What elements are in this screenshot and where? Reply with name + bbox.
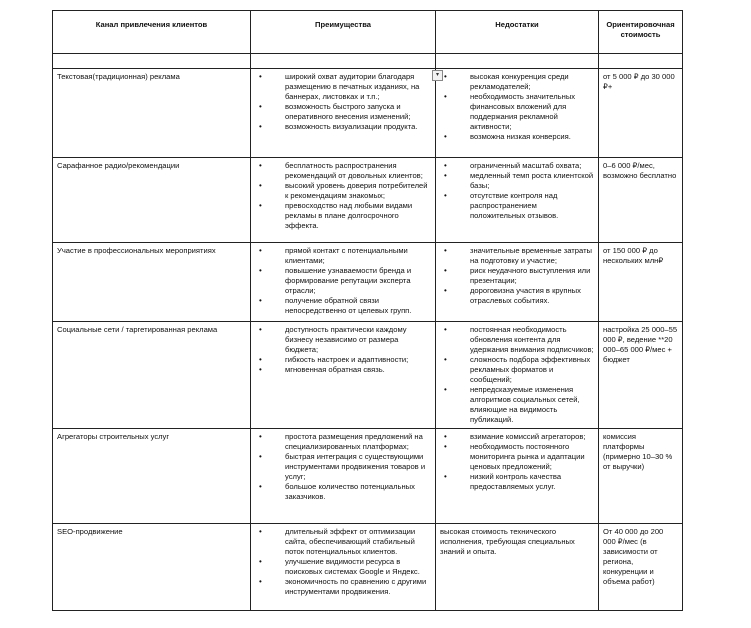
cost-cell: настройка 25 000–55 000 ₽, ведение **20 000–65 000 ₽/мес + бюджет (599, 322, 683, 429)
table-row (53, 69, 683, 158)
channel-cell: SEO-продвижение (53, 524, 251, 611)
cons-cell: высокая стоимость технического исполнения, требующая специальных знаний и опыта. (436, 524, 599, 611)
table-row (53, 524, 683, 611)
channel-cell: Социальные сети / таргетированная реклама (53, 322, 251, 429)
cons-list (440, 325, 594, 425)
list-item: • возможность быстрого запуска и оперативного внесения изменений; (285, 102, 431, 122)
cons-list (440, 161, 594, 221)
cons-cell (436, 322, 599, 429)
list-item: • ограниченный масштаб охвата; (470, 161, 594, 171)
table-row (53, 243, 683, 322)
cost-cell: от 5 000 ₽ до 30 000 ₽+ (599, 69, 683, 158)
pros-cell (251, 243, 436, 322)
list-item: • непредсказуемые изменения алгоритмов социальных сетей, влияющие на видимость публикаций. (470, 385, 594, 425)
pros-list (255, 72, 439, 132)
list-item: • экономичность по сравнению с другими инструментами продвижения. (285, 577, 431, 597)
list-item: • быстрая интеграция с существующими инструментами продвижения товаров и услуг; (285, 452, 431, 482)
pros-cell (251, 69, 439, 158)
list-item: • простота размещения предложений на специализированных платформах; (285, 432, 431, 452)
list-item: • длительный эффект от оптимизации сайта, обеспечивающий стабильный поток потенциальных клиентов. (285, 527, 431, 557)
list-item: • мгновенная обратная связь. (285, 365, 431, 375)
cost-cell: От 40 000 до 200 000 ₽/мес (в зависимости от региона, конкуренции и объема работ) (599, 524, 683, 611)
table-row (53, 322, 683, 429)
channel-cell: Сарафанное радио/рекомендации (53, 158, 251, 243)
list-item: • гибкость настроек и адаптивности; (285, 355, 431, 365)
empty-cell (436, 54, 599, 69)
cons-cell (436, 243, 599, 322)
list-item: • необходимость значительных финансовых вложений для поддержания рекламной активности; (470, 92, 594, 132)
marketing-channels-table (52, 10, 683, 611)
empty-cell (53, 54, 251, 69)
channel-cell: Агрегаторы строительных услуг (53, 429, 251, 524)
header-pros: Преимущества (251, 11, 436, 54)
pros-list (255, 527, 431, 597)
list-item: • повышение узнаваемости бренда и формирование репутации эксперта отрасли; (285, 266, 431, 296)
pros-list (255, 325, 431, 375)
pros-list (255, 161, 431, 231)
list-item: • доступность практически каждому бизнесу независимо от размера бюджета; (285, 325, 431, 355)
list-item: • бесплатность распространения рекомендаций от довольных клиентов; (285, 161, 431, 181)
pros-cell (251, 158, 436, 243)
list-item: • высокая конкуренция среди рекламодателей; (470, 72, 594, 92)
cons-list (440, 246, 594, 306)
list-item: • взимание комиссий агрегаторов; (470, 432, 594, 442)
cost-cell: 0–6 000 ₽/мес, возможно бесплатно (599, 158, 683, 243)
pros-cell (251, 524, 436, 611)
chevron-down-icon[interactable]: ▾ (432, 70, 443, 81)
pros-cell (251, 429, 436, 524)
cons-cell (436, 429, 599, 524)
list-item: • получение обратной связи непосредственно от целевых групп. (285, 296, 431, 316)
table-row (53, 158, 683, 243)
list-item: • низкий контроль качества предоставляемых услуг. (470, 472, 594, 492)
list-item: • сложность подбора эффективных рекламных форматов и сообщений; (470, 355, 594, 385)
cons-cell (436, 69, 599, 158)
header-channel: Канал привлечения клиентов (53, 11, 251, 54)
document-page (52, 10, 682, 611)
channel-cell: Участие в профессиональных мероприятиях (53, 243, 251, 322)
list-item: • высокий уровень доверия потребителей к рекомендациям знакомых; (285, 181, 431, 201)
empty-cell (251, 54, 436, 69)
list-item: • значительные временные затраты на подготовку и участие; (470, 246, 594, 266)
list-item: • большое количество потенциальных заказчиков. (285, 482, 431, 502)
list-item: • дороговизна участия в крупных отраслевых событиях. (470, 286, 594, 306)
list-item: • улучшение видимости ресурса в поисковых системах Google и Яндекс. (285, 557, 431, 577)
cons-list (440, 432, 594, 492)
list-item: • возможна низкая конверсия. (470, 132, 594, 142)
pros-list (255, 246, 431, 316)
empty-row (53, 54, 683, 69)
cons-list (440, 72, 594, 142)
list-item: • возможность визуализации продукта. (285, 122, 431, 132)
list-item: • риск неудачного выступления или презентации; (470, 266, 594, 286)
list-item: • прямой контакт с потенциальными клиентами; (285, 246, 431, 266)
list-item: • широкий охват аудитории благодаря размещению в печатных изданиях, на баннерах, листовках и т.п.; ▾ (285, 72, 431, 102)
empty-cell (599, 54, 683, 69)
cost-cell: от 150 000 ₽ до нескольких млн₽ (599, 243, 683, 322)
header-cost: Ориентировочная стоимость (599, 11, 683, 54)
list-item: • необходимость постоянного мониторинга рынка и адаптации ценовых предложений; (470, 442, 594, 472)
list-item: • отсутствие контроля над распространением положительных отзывов. (470, 191, 594, 221)
pros-list (255, 432, 431, 502)
table-row (53, 429, 683, 524)
list-item: • постоянная необходимость обновления контента для удержания внимания подписчиков; (470, 325, 594, 355)
list-item: • медленный темп роста клиентской базы; (470, 171, 594, 191)
cons-cell (436, 158, 599, 243)
header-row (53, 11, 683, 54)
pros-cell (251, 322, 436, 429)
cost-cell: комиссия платформы (примерно 10–30 % от выручки) (599, 429, 683, 524)
channel-cell: Текстовая(традиционная) реклама (53, 69, 251, 158)
header-cons: Недостатки (436, 11, 599, 54)
list-item: • превосходство над любыми видами рекламы в плане долгосрочного эффекта. (285, 201, 431, 231)
